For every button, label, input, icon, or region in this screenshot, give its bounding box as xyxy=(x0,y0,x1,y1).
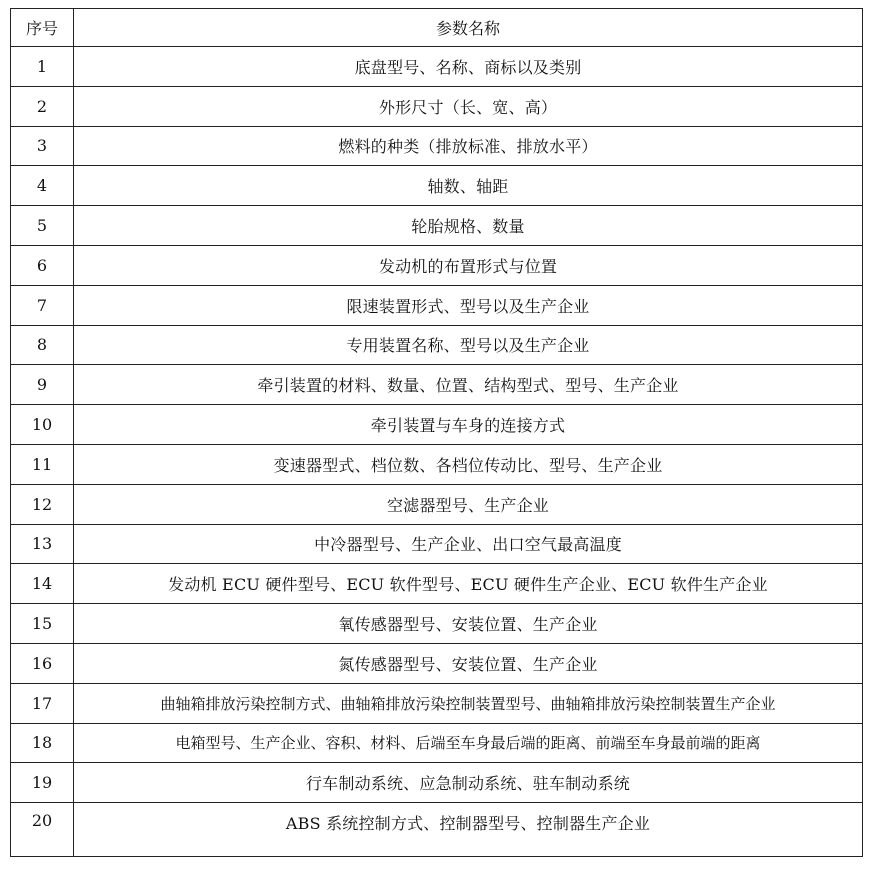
table-row xyxy=(11,484,863,524)
row-name: 牵引装置与车身的连接方式 xyxy=(74,405,863,445)
row-name: 底盘型号、名称、商标以及类别 xyxy=(74,47,863,87)
row-name: 轴数、轴距 xyxy=(74,166,863,206)
row-index: 12 xyxy=(11,484,74,524)
row-index: 7 xyxy=(11,285,74,325)
row-name: 发动机的布置形式与位置 xyxy=(74,245,863,285)
row-index: 4 xyxy=(11,166,74,206)
parameter-table-container xyxy=(10,8,862,857)
table-row xyxy=(11,405,863,445)
table-row xyxy=(11,126,863,166)
row-index: 17 xyxy=(11,683,74,723)
table-row xyxy=(11,206,863,246)
table-header-row xyxy=(11,9,863,47)
parameter-table xyxy=(10,8,863,857)
row-index: 9 xyxy=(11,365,74,405)
row-index: 14 xyxy=(11,564,74,604)
row-index: 19 xyxy=(11,763,74,803)
row-name: 发动机 ECU 硬件型号、ECU 软件型号、ECU 硬件生产企业、ECU 软件生产企业 xyxy=(74,564,863,604)
table-row xyxy=(11,444,863,484)
table-row xyxy=(11,166,863,206)
table-row xyxy=(11,643,863,683)
header-index: 序号 xyxy=(11,9,74,47)
row-name: 变速器型式、档位数、各档位传动比、型号、生产企业 xyxy=(74,444,863,484)
row-name: 行车制动系统、应急制动系统、驻车制动系统 xyxy=(74,763,863,803)
table-row xyxy=(11,564,863,604)
row-index: 15 xyxy=(11,604,74,644)
row-name: 氮传感器型号、安装位置、生产企业 xyxy=(74,643,863,683)
row-index: 6 xyxy=(11,245,74,285)
row-index: 8 xyxy=(11,325,74,365)
row-index: 3 xyxy=(11,126,74,166)
table-row xyxy=(11,285,863,325)
table-row xyxy=(11,86,863,126)
table-row xyxy=(11,47,863,87)
row-index: 13 xyxy=(11,524,74,564)
row-name: 电箱型号、生产企业、容积、材料、后端至车身最后端的距离、前端至车身最前端的距离 xyxy=(74,723,863,763)
table-row xyxy=(11,325,863,365)
table-row xyxy=(11,365,863,405)
row-name: 外形尺寸（长、宽、高） xyxy=(74,86,863,126)
row-name: 限速装置形式、型号以及生产企业 xyxy=(74,285,863,325)
table-row xyxy=(11,803,863,857)
row-name: 空滤器型号、生产企业 xyxy=(74,484,863,524)
table-row xyxy=(11,763,863,803)
header-name: 参数名称 xyxy=(74,9,863,47)
row-name: 轮胎规格、数量 xyxy=(74,206,863,246)
table-row xyxy=(11,683,863,723)
table-row xyxy=(11,604,863,644)
table-row xyxy=(11,524,863,564)
row-index: 20 xyxy=(11,803,74,857)
row-index: 1 xyxy=(11,47,74,87)
row-name: 牵引装置的材料、数量、位置、结构型式、型号、生产企业 xyxy=(74,365,863,405)
row-name: 专用装置名称、型号以及生产企业 xyxy=(74,325,863,365)
row-name: 中冷器型号、生产企业、出口空气最高温度 xyxy=(74,524,863,564)
row-index: 5 xyxy=(11,206,74,246)
row-name: 曲轴箱排放污染控制方式、曲轴箱排放污染控制装置型号、曲轴箱排放污染控制装置生产企业 xyxy=(74,683,863,723)
row-index: 11 xyxy=(11,444,74,484)
row-name: 氧传感器型号、安装位置、生产企业 xyxy=(74,604,863,644)
row-index: 2 xyxy=(11,86,74,126)
row-index: 16 xyxy=(11,643,74,683)
row-name: ABS 系统控制方式、控制器型号、控制器生产企业 xyxy=(74,803,863,857)
row-name: 燃料的种类（排放标准、排放水平） xyxy=(74,126,863,166)
row-index: 18 xyxy=(11,723,74,763)
row-index: 10 xyxy=(11,405,74,445)
table-row xyxy=(11,245,863,285)
table-row xyxy=(11,723,863,763)
